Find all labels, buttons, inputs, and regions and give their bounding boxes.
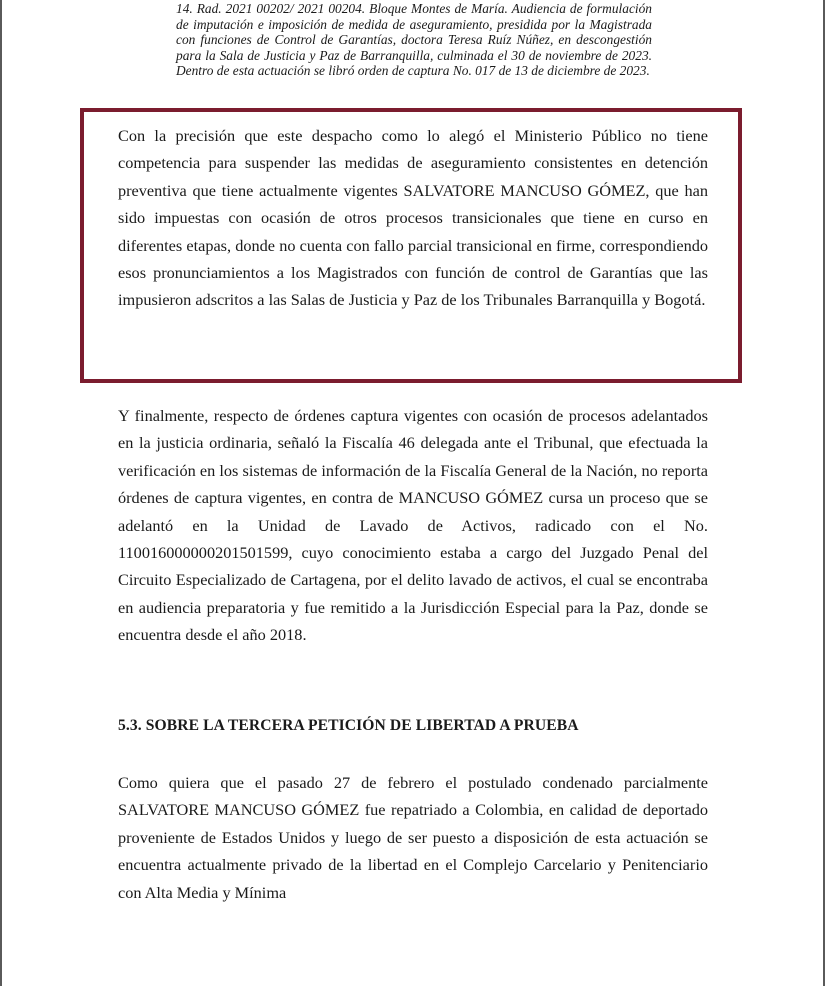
- paragraph-repatriation: Como quiera que el pasado 27 de febrero el postulado condenado parcialmente SALVATORE MANCUSO GÓMEZ fue repatriado a Colombia, en calidad de deportado proveniente de Estados Unidos y luego de ser puesto a disposición de esta actuación se encuentra actualmente privado de la libertad en el Complejo Carcelario y Penitenciario con Alta Media y Mínima: [118, 773, 708, 902]
- footnote-text: 14. Rad. 2021 00202/ 2021 00204. Bloque Montes de María. Audiencia de formulación de imputación e imposición de medida de aseguramiento, presidida por la Magistrada con funciones de Control de Garantías, doctora Teresa Ruíz Núñez, en descongestión para la Sala de Justicia y Paz de Barranquilla, culminada el 30 de noviembre de 2023. Dentro de esta actuación se libró orden de captura No. 017 de 13 de diciembre de 2023.: [176, 1, 652, 79]
- section-heading: 5.3. SOBRE LA TERCERA PETICIÓN DE LIBERTAD A PRUEBA: [118, 717, 579, 734]
- paragraph-capture-orders: Y finalmente, respecto de órdenes captura vigentes con ocasión de procesos adelantados en la justicia ordinaria, señaló la Fiscalía 46 delegada ante el Tribunal, que efectuada la verificación en los sistemas de información de la Fiscalía General de la Nación, no reporta órdenes de captura vigentes, en contra de MANCUSO GÓMEZ cursa un proceso que se adelantó en la Unidad de Lavado de Activos, radicado con el No. 110016000000201501599, cuyo conocimiento estaba a cargo del Juzgado Penal del Circuito Especializado de Cartagena, por el delito lavado de activos, el cual se encontraba en audiencia preparatoria y fue remitido a la Jurisdicción Especial para la Paz, donde se encuentra desde el año 2018.: [118, 406, 708, 645]
- highlighted-paragraph: Con la precisión que este despacho como lo alegó el Ministerio Público no tiene competencia para suspender las medidas de aseguramiento consistentes en detención preventiva que tiene actualmente vigentes SALVATORE MANCUSO GÓMEZ, que han sido impuestas con ocasión de otros procesos transicionales que tiene en curso en diferentes etapas, donde no cuenta con fallo parcial transicional en firme, correspondiendo esos pronunciamientos a los Magistrados con función de control de Garantías que las impusieron adscritos a las Salas de Justicia y Paz de los Tribunales Barranquilla y Bogotá.: [118, 126, 708, 310]
